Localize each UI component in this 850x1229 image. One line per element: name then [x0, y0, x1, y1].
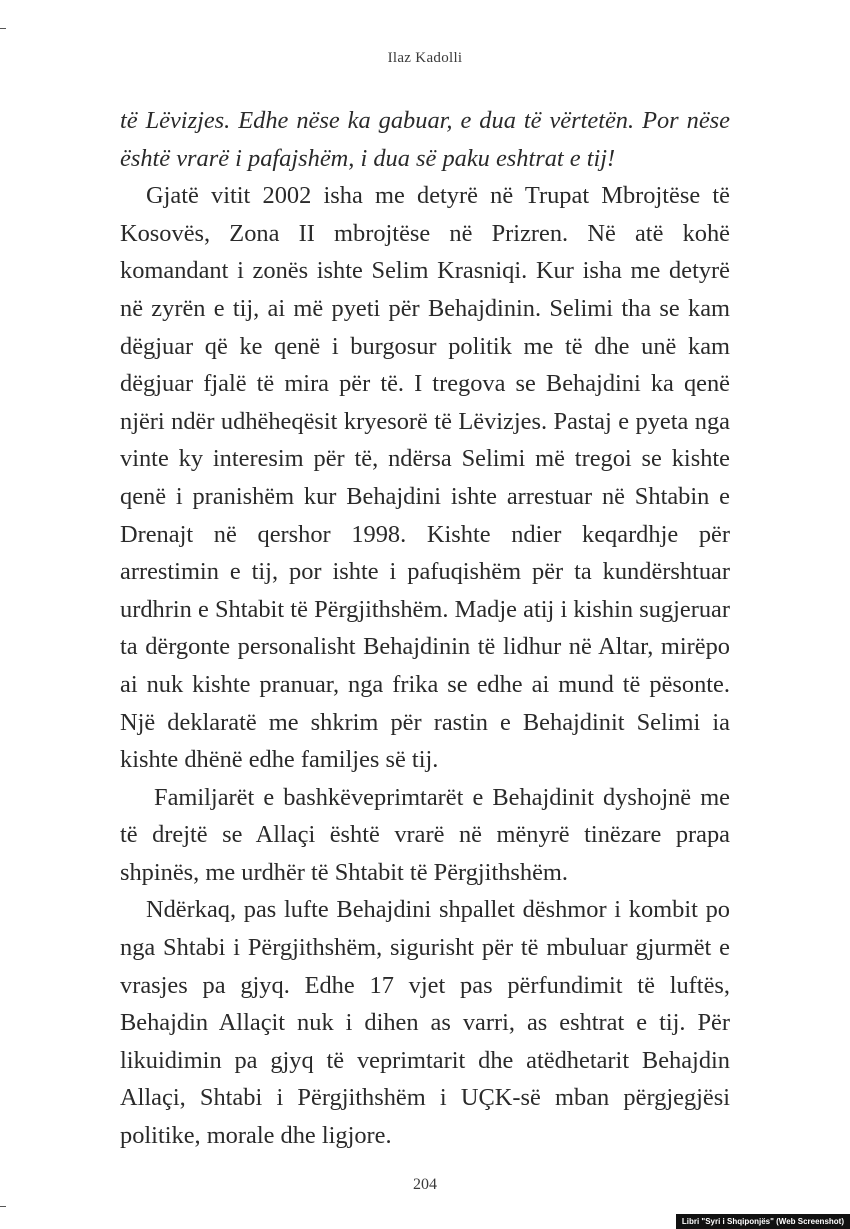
- source-watermark: Libri "Syri i Shqiponjës" (Web Screenshot): [676, 1214, 850, 1229]
- page-edge-mark-top: [0, 28, 6, 29]
- paragraph-martyr-declaration: Ndërkaq, pas lufte Behajdini shpallet dëshmor i kombit po nga Shtabi i Përgjithshëm, sigurisht për të mbuluar gjurmët e vrasjes pa gjyq. Edhe 17 vjet pas përfundimit të luftës, Behajdin Allaçit nuk i dihen as varri, as eshtrat e tij. Për likuidimin pa gjyq të veprimtarit dhe atëdhetarit Behajdin Allaçi, Shtabi i Përgjithshëm i UÇK-së mban përgjegjësi politike, morale dhe ligjore.: [120, 896, 730, 1150]
- paragraph-selim-krasniqi: Gjatë vitit 2002 isha me detyrë në Trupat Mbrojtëse të Kosovës, Zona II mbrojtëse në Prizren. Në atë kohë komandant i zonës ishte Selim Krasniqi. Kur isha me detyrë në zyrën e tij, ai më pyeti për Behajdinin. Selimi tha se kam dëgjuar që ke qenë i burgosur politik me të dhe unë kam dëgjuar fjalë të mira për të. I tregova se Behajdini ka qenë njëri ndër udhëheqësit kryesorë të Lëvizjes. Pastaj e pyeta nga vinte ky interesim për të, ndërsa Selimi më tregoi se kishte qenë i pranishëm kur Behajdini ishte arrestuar në Shtabin e Drenajt në qershor 1998. Kishte ndier keqardhje për arrestimin e tij, por ishte i pafuqishëm për ta kundërshtuar urdhrin e Shtabit të Përgjithshëm. Madje atij i kishin sugjeruar ta dërgonte personalisht Behajdinin të lidhur në Altar, mirëpo ai nuk kishte pranuar, nga frika se edhe ai mund të pësonte. Një deklaratë me shkrim për rastin e Behajdinit Selimi ia kishte dhënë edhe familjes së tij.: [120, 182, 730, 774]
- paragraph-family-suspicion: Familjarët e bashkëveprimtarët e Behajdinit dyshojnë me të drejtë se Allaçi është vrarë në mënyrë tinëzare prapa shpinës, me urdhër të Shtabit të Përgjithshëm.: [120, 783, 730, 886]
- running-header-author: Ilaz Kadolli: [387, 50, 463, 66]
- paragraph-quote-continuation: të Lëvizjes. Edhe nëse ka gabuar, e dua të vërtetën. Por nëse është vrarë i pafajshëm, i dua së paku eshtrat e tij!: [120, 107, 730, 172]
- page-number: 204: [413, 1176, 437, 1193]
- page-edge-mark-bottom: [0, 1206, 6, 1207]
- page-body: [120, 102, 730, 1155]
